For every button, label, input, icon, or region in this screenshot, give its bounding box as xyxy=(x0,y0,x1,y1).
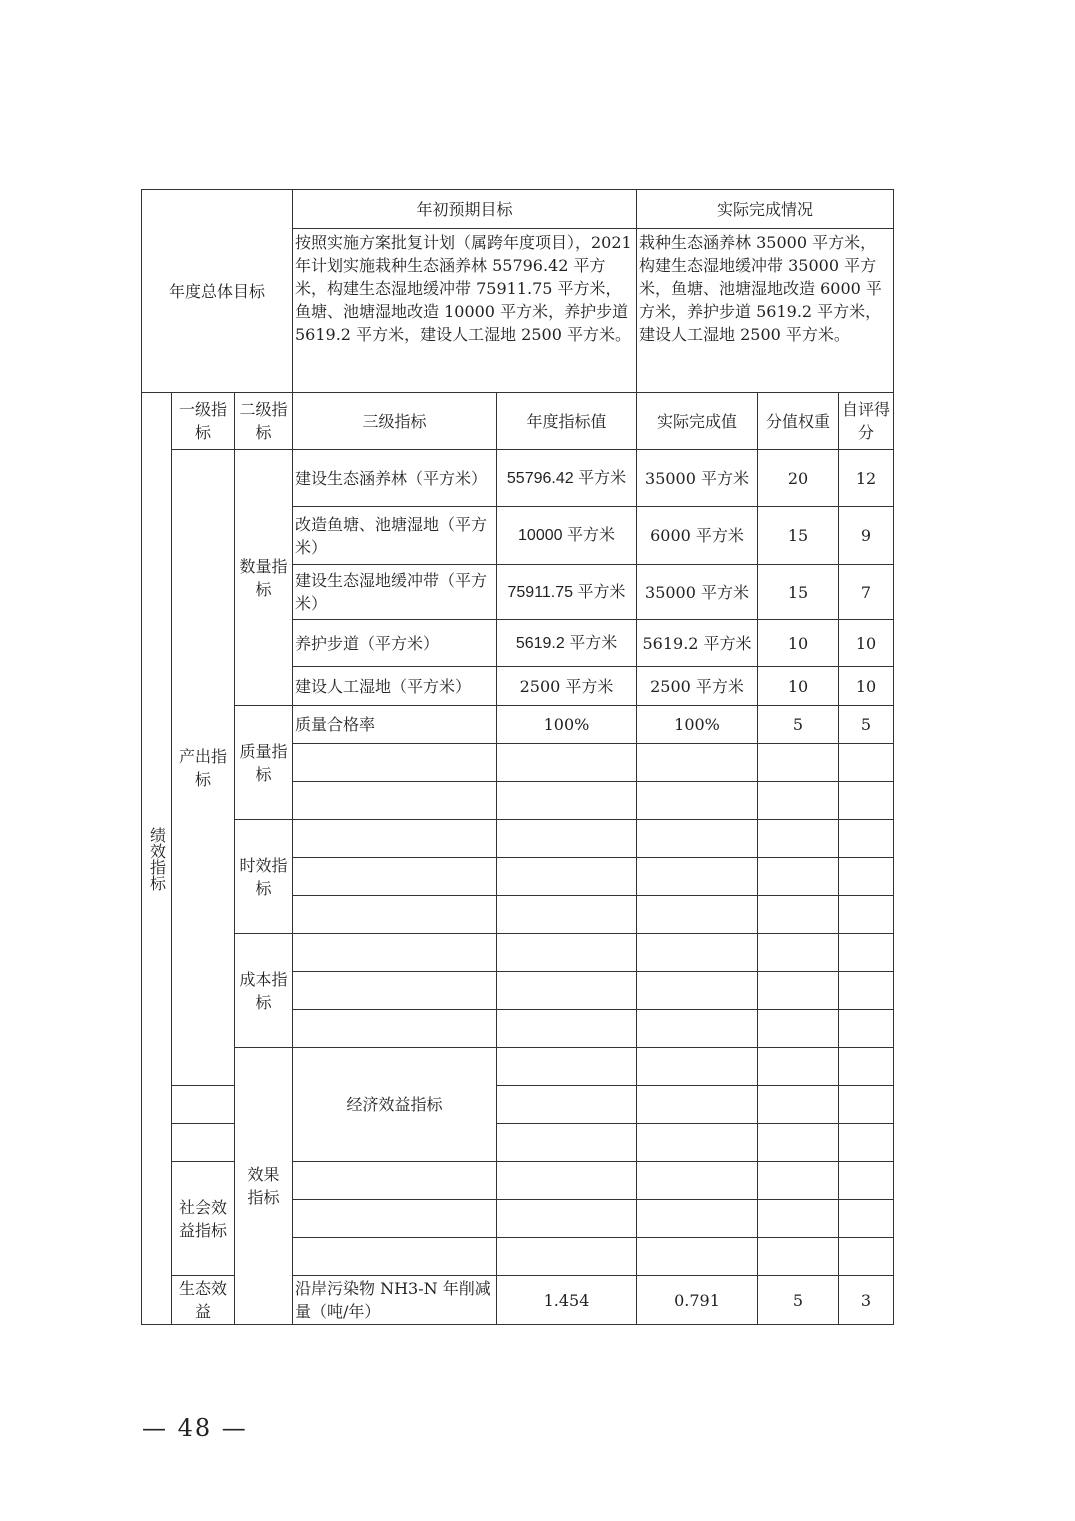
quantity-indicator-label: 数量指标 xyxy=(235,450,293,706)
table-row xyxy=(142,450,894,507)
indicator-name: 养护步道（平方米） xyxy=(293,620,497,667)
indicator-score: 3 xyxy=(839,1276,894,1325)
expected-goal-text: 按照实施方案批复计划（属跨年度项目），2021 年计划实施栽种生态涵养林 55796.42 平方米，构建生态湿地缓冲带 75911.75 平方米，鱼塘、池塘湿地改造 10000 平方米，养护步道 5619.2 平方米，建设人工湿地 2500 平方米。 xyxy=(293,229,637,393)
header-target: 年度指标值 xyxy=(497,393,637,450)
indicator-target: 100% xyxy=(497,706,637,744)
indicator-target: 10000 平方米 xyxy=(497,507,637,565)
performance-table xyxy=(141,189,894,1325)
indicator-score: 10 xyxy=(839,667,894,706)
social-benefit-label: 社会效益指标 xyxy=(172,1162,235,1276)
indicator-actual: 35000 平方米 xyxy=(637,565,758,620)
performance-table-container xyxy=(141,189,893,1325)
indicator-name: 建设生态湿地缓冲带（平方米） xyxy=(293,565,497,620)
indicator-weight: 15 xyxy=(758,565,839,620)
indicator-weight: 10 xyxy=(758,620,839,667)
quality-indicator-label: 质量指标 xyxy=(235,706,293,820)
indicator-weight: 10 xyxy=(758,667,839,706)
header-weight: 分值权重 xyxy=(758,393,839,450)
indicator-score: 7 xyxy=(839,565,894,620)
indicator-weight: 5 xyxy=(758,1276,839,1325)
performance-indicator-label xyxy=(142,393,172,1325)
header-actual: 实际完成值 xyxy=(637,393,758,450)
empty-row xyxy=(142,820,894,858)
indicator-score: 5 xyxy=(839,706,894,744)
ecological-benefit-label: 生态效益 xyxy=(172,1276,235,1325)
annual-goal-label: 年度总体目标 xyxy=(142,190,293,393)
actual-status-header: 实际完成情况 xyxy=(637,190,894,229)
indicator-actual: 35000 平方米 xyxy=(637,450,758,507)
expected-goal-header: 年初预期目标 xyxy=(293,190,637,229)
indicator-weight: 5 xyxy=(758,706,839,744)
indicator-weight: 20 xyxy=(758,450,839,507)
indicator-actual: 0.791 xyxy=(637,1276,758,1325)
empty-row xyxy=(142,1048,894,1086)
header-level1: 一级指标 xyxy=(172,393,235,450)
economic-benefit-label: 经济效益指标 xyxy=(293,1048,497,1162)
page-number: — 48 — xyxy=(142,1414,248,1442)
indicator-target: 55796.42 平方米 xyxy=(497,450,637,507)
indicator-target: 5619.2 平方米 xyxy=(497,620,637,667)
indicator-actual: 6000 平方米 xyxy=(637,507,758,565)
indicator-actual: 5619.2 平方米 xyxy=(637,620,758,667)
output-indicator-label: 产出指标 xyxy=(172,450,235,1086)
indicator-target: 75911.75 平方米 xyxy=(497,565,637,620)
effect-indicator-label: 效果指标 xyxy=(235,1048,293,1325)
indicator-score: 12 xyxy=(839,450,894,507)
indicator-name: 沿岸污染物 NH3-N 年削减量（吨/年） xyxy=(293,1276,497,1325)
indicator-name: 改造鱼塘、池塘湿地（平方米） xyxy=(293,507,497,565)
indicator-target: 1.454 xyxy=(497,1276,637,1325)
indicator-name: 质量合格率 xyxy=(293,706,497,744)
indicator-target: 2500 平方米 xyxy=(497,667,637,706)
table-row xyxy=(142,706,894,744)
timeliness-indicator-label: 时效指标 xyxy=(235,820,293,934)
performance-indicator-text: 绩效指标 xyxy=(147,826,167,891)
empty-row xyxy=(142,934,894,972)
indicator-name: 建设生态涵养林（平方米） xyxy=(293,450,497,507)
indicator-actual: 2500 平方米 xyxy=(637,667,758,706)
indicator-weight: 15 xyxy=(758,507,839,565)
indicator-score: 10 xyxy=(839,620,894,667)
header-score: 自评得分 xyxy=(839,393,894,450)
cost-indicator-label: 成本指标 xyxy=(235,934,293,1048)
indicator-actual: 100% xyxy=(637,706,758,744)
actual-status-text: 栽种生态涵养林 35000 平方米，构建生态湿地缓冲带 35000 平方米，鱼塘、池塘湿地改造 6000 平方米，养护步道 5619.2 平方米，建设人工湿地 2500 平方米。 xyxy=(637,229,894,393)
indicator-score: 9 xyxy=(839,507,894,565)
header-level3: 三级指标 xyxy=(293,393,497,450)
header-level2: 二级指标 xyxy=(235,393,293,450)
indicator-name: 建设人工湿地（平方米） xyxy=(293,667,497,706)
